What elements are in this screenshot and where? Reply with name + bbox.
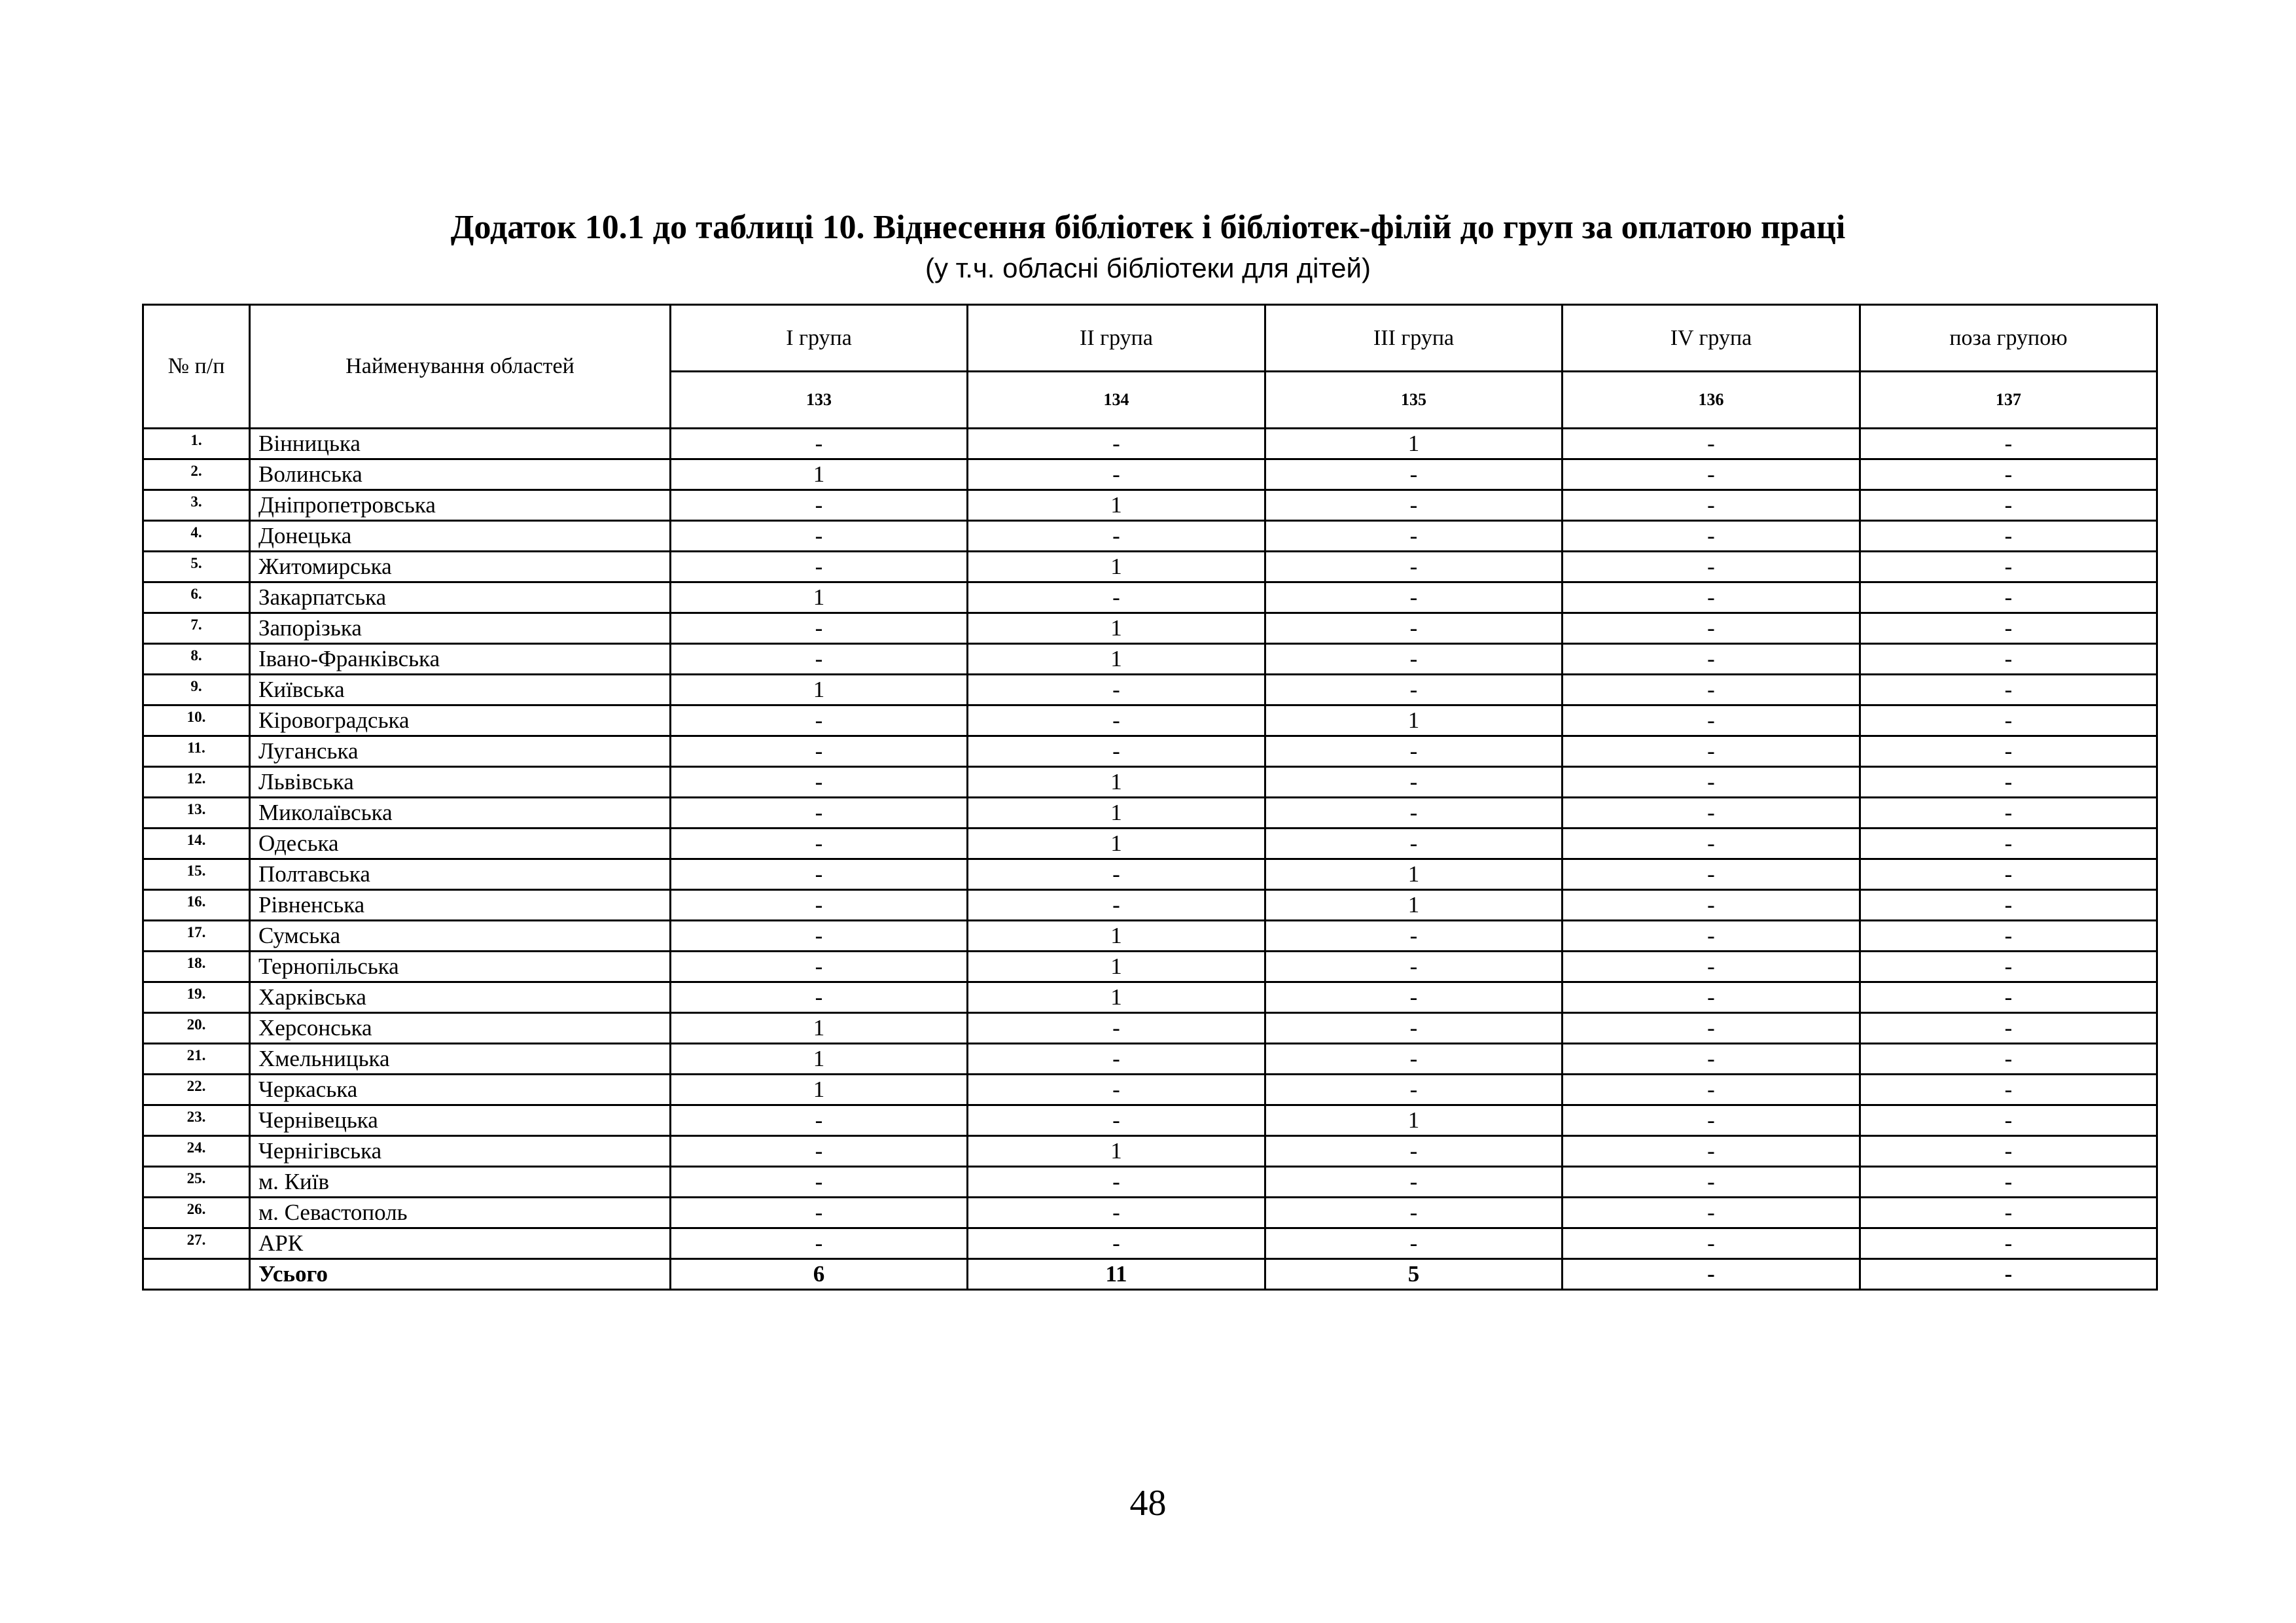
group-value: -: [1563, 490, 1860, 521]
group-value: -: [1563, 1044, 1860, 1075]
group-value: -: [671, 859, 968, 890]
table-row: [143, 798, 2157, 829]
region-name: Житомирська: [250, 552, 671, 582]
group-value: -: [968, 1075, 1265, 1105]
group-value: -: [1265, 736, 1563, 767]
region-name: Харківська: [250, 982, 671, 1013]
group-value: -: [1563, 1136, 1860, 1167]
group-value: -: [968, 1198, 1265, 1228]
region-name: Закарпатська: [250, 582, 671, 613]
region-name: м. Київ: [250, 1167, 671, 1198]
group-value: -: [1563, 982, 1860, 1013]
table-row: [143, 1228, 2157, 1259]
header-code-1: 133: [671, 372, 968, 429]
group-value: -: [1563, 736, 1860, 767]
table-row: [143, 705, 2157, 736]
row-number: 12.: [143, 767, 250, 798]
group-value: -: [1563, 552, 1860, 582]
region-name: Полтавська: [250, 859, 671, 890]
table-row: [143, 490, 2157, 521]
row-number: 19.: [143, 982, 250, 1013]
group-value: 1: [968, 552, 1265, 582]
group-value: -: [671, 1136, 968, 1167]
table-row: [143, 736, 2157, 767]
group-value: -: [968, 736, 1265, 767]
region-name: Запорізька: [250, 613, 671, 644]
row-number: 17.: [143, 921, 250, 952]
region-name: Одеська: [250, 829, 671, 859]
group-value: -: [1860, 736, 2157, 767]
group-value: 1: [968, 1136, 1265, 1167]
group-value: 1: [1265, 705, 1563, 736]
region-name: Рівненська: [250, 890, 671, 921]
table-row: [143, 459, 2157, 490]
group-value: -: [1563, 921, 1860, 952]
table-row: [143, 921, 2157, 952]
group-value: -: [1563, 613, 1860, 644]
group-value: -: [1860, 890, 2157, 921]
group-value: 1: [1265, 859, 1563, 890]
group-value: 1: [968, 798, 1265, 829]
group-value: -: [1563, 675, 1860, 705]
region-name: Сумська: [250, 921, 671, 952]
group-value: -: [1563, 859, 1860, 890]
row-number: 5.: [143, 552, 250, 582]
group-value: -: [1860, 644, 2157, 675]
table-row: [143, 552, 2157, 582]
group-value: -: [1265, 613, 1563, 644]
header-group-1: І група: [671, 305, 968, 372]
group-value: -: [1563, 1105, 1860, 1136]
header-num: № п/п: [143, 305, 250, 429]
group-value: -: [1860, 767, 2157, 798]
header-code-4: 136: [1563, 372, 1860, 429]
row-number: 4.: [143, 521, 250, 552]
group-value: -: [1265, 1136, 1563, 1167]
region-name: Київська: [250, 675, 671, 705]
group-value: -: [1860, 1136, 2157, 1167]
group-value: -: [968, 1013, 1265, 1044]
group-value: -: [1265, 644, 1563, 675]
group-value: -: [1265, 490, 1563, 521]
group-value: -: [968, 459, 1265, 490]
group-value: -: [1563, 767, 1860, 798]
region-name: Хмельницька: [250, 1044, 671, 1075]
group-value: -: [671, 767, 968, 798]
table-row: [143, 613, 2157, 644]
row-number: 22.: [143, 1075, 250, 1105]
group-value: -: [671, 1167, 968, 1198]
library-groups-table: [142, 304, 2158, 1291]
page-number: 48: [1129, 1483, 1167, 1524]
table-row: [143, 1075, 2157, 1105]
group-value: -: [1265, 675, 1563, 705]
group-value: 1: [671, 1013, 968, 1044]
table-row: [143, 644, 2157, 675]
group-value: -: [671, 952, 968, 982]
group-value: -: [1860, 613, 2157, 644]
group-value: -: [1563, 705, 1860, 736]
table-row: [143, 1013, 2157, 1044]
group-value: -: [1860, 921, 2157, 952]
group-value: -: [1860, 552, 2157, 582]
row-number: 8.: [143, 644, 250, 675]
row-number: 18.: [143, 952, 250, 982]
total-value: 6: [671, 1259, 968, 1290]
table-row: [143, 675, 2157, 705]
group-value: -: [1860, 582, 2157, 613]
table-body: [143, 429, 2157, 1290]
group-value: -: [1860, 1105, 2157, 1136]
group-value: -: [1860, 1198, 2157, 1228]
region-name: Волинська: [250, 459, 671, 490]
row-number: 11.: [143, 736, 250, 767]
group-value: -: [1860, 1075, 2157, 1105]
group-value: -: [1265, 1075, 1563, 1105]
row-number: 2.: [143, 459, 250, 490]
group-value: -: [1265, 459, 1563, 490]
group-value: 1: [671, 582, 968, 613]
group-value: -: [1265, 1198, 1563, 1228]
group-value: -: [1563, 644, 1860, 675]
group-value: -: [671, 644, 968, 675]
table-row: [143, 1198, 2157, 1228]
group-value: -: [1563, 1198, 1860, 1228]
group-value: 1: [1265, 890, 1563, 921]
group-value: -: [968, 705, 1265, 736]
table-row: [143, 1136, 2157, 1167]
group-value: -: [1563, 952, 1860, 982]
total-number-cell: [143, 1259, 250, 1290]
row-number: 14.: [143, 829, 250, 859]
row-number: 7.: [143, 613, 250, 644]
group-value: -: [968, 859, 1265, 890]
row-number: 27.: [143, 1228, 250, 1259]
table-row: [143, 890, 2157, 921]
region-name: Луганська: [250, 736, 671, 767]
total-value: -: [1563, 1259, 1860, 1290]
group-value: -: [671, 1105, 968, 1136]
row-number: 1.: [143, 429, 250, 459]
region-name: Чернігівська: [250, 1136, 671, 1167]
group-value: -: [1860, 521, 2157, 552]
group-value: -: [671, 798, 968, 829]
group-value: -: [671, 829, 968, 859]
region-name: Дніпропетровська: [250, 490, 671, 521]
region-name: Івано-Франківська: [250, 644, 671, 675]
group-value: -: [1563, 890, 1860, 921]
row-number: 26.: [143, 1198, 250, 1228]
group-value: 1: [671, 675, 968, 705]
group-value: -: [1860, 705, 2157, 736]
group-value: -: [1563, 582, 1860, 613]
table-row: [143, 982, 2157, 1013]
group-value: -: [1265, 1167, 1563, 1198]
group-value: -: [1563, 459, 1860, 490]
group-value: -: [968, 429, 1265, 459]
header-region-name: Найменування областей: [250, 305, 671, 429]
group-value: -: [671, 490, 968, 521]
group-value: -: [1860, 1013, 2157, 1044]
group-value: -: [1860, 490, 2157, 521]
group-value: 1: [968, 767, 1265, 798]
header-group-4: IV група: [1563, 305, 1860, 372]
group-value: -: [1265, 1228, 1563, 1259]
group-value: -: [1265, 1044, 1563, 1075]
group-value: -: [671, 982, 968, 1013]
row-number: 3.: [143, 490, 250, 521]
group-value: 1: [1265, 429, 1563, 459]
group-value: -: [1563, 521, 1860, 552]
row-number: 23.: [143, 1105, 250, 1136]
group-value: -: [968, 1044, 1265, 1075]
total-value: 5: [1265, 1259, 1563, 1290]
group-value: -: [1563, 1013, 1860, 1044]
region-name: Львівська: [250, 767, 671, 798]
table-row: [143, 767, 2157, 798]
group-value: -: [968, 582, 1265, 613]
group-value: 1: [968, 613, 1265, 644]
group-value: -: [1860, 859, 2157, 890]
group-value: -: [1860, 1044, 2157, 1075]
total-value: 11: [968, 1259, 1265, 1290]
document-subtitle: (у т.ч. обласні бібліотеки для дітей): [925, 253, 1371, 283]
region-name: Миколаївська: [250, 798, 671, 829]
group-value: -: [968, 890, 1265, 921]
row-number: 21.: [143, 1044, 250, 1075]
region-name: Донецька: [250, 521, 671, 552]
group-value: -: [1563, 829, 1860, 859]
group-value: -: [1563, 798, 1860, 829]
group-value: -: [671, 1198, 968, 1228]
region-name: Тернопільська: [250, 952, 671, 982]
header-group-3: ІІІ група: [1265, 305, 1563, 372]
group-value: -: [671, 705, 968, 736]
group-value: -: [1265, 952, 1563, 982]
group-value: -: [968, 1228, 1265, 1259]
group-value: -: [1860, 1228, 2157, 1259]
region-name: Кіровоградська: [250, 705, 671, 736]
group-value: 1: [968, 644, 1265, 675]
region-name: Чернівецька: [250, 1105, 671, 1136]
row-number: 25.: [143, 1167, 250, 1198]
group-value: -: [671, 613, 968, 644]
group-value: -: [1265, 767, 1563, 798]
group-value: -: [1265, 829, 1563, 859]
table-row: [143, 1044, 2157, 1075]
group-value: -: [1860, 675, 2157, 705]
group-value: -: [671, 521, 968, 552]
table-row: [143, 1105, 2157, 1136]
header-code-2: 134: [968, 372, 1265, 429]
group-value: -: [1563, 429, 1860, 459]
group-value: -: [671, 921, 968, 952]
row-number: 10.: [143, 705, 250, 736]
group-value: 1: [671, 1044, 968, 1075]
region-name: АРК: [250, 1228, 671, 1259]
total-value: -: [1860, 1259, 2157, 1290]
group-value: -: [1860, 982, 2157, 1013]
group-value: -: [671, 429, 968, 459]
group-value: 1: [968, 952, 1265, 982]
group-value: -: [968, 521, 1265, 552]
group-value: -: [671, 736, 968, 767]
group-value: 1: [968, 490, 1265, 521]
header-group-2: ІІ група: [968, 305, 1265, 372]
row-number: 6.: [143, 582, 250, 613]
group-value: -: [1860, 459, 2157, 490]
group-value: -: [968, 1167, 1265, 1198]
region-name: Черкаська: [250, 1075, 671, 1105]
row-number: 24.: [143, 1136, 250, 1167]
group-value: 1: [968, 829, 1265, 859]
region-name: м. Севастополь: [250, 1198, 671, 1228]
row-number: 13.: [143, 798, 250, 829]
group-value: -: [968, 1105, 1265, 1136]
group-value: -: [1265, 521, 1563, 552]
table-row: [143, 582, 2157, 613]
group-value: -: [1860, 429, 2157, 459]
group-value: -: [1563, 1167, 1860, 1198]
group-value: -: [1860, 1167, 2157, 1198]
region-name: Херсонська: [250, 1013, 671, 1044]
table-row: [143, 952, 2157, 982]
group-value: -: [1265, 798, 1563, 829]
table-row: [143, 1167, 2157, 1198]
row-number: 16.: [143, 890, 250, 921]
group-value: -: [1265, 582, 1563, 613]
group-value: -: [1860, 798, 2157, 829]
group-value: 1: [671, 1075, 968, 1105]
row-number: 9.: [143, 675, 250, 705]
group-value: -: [671, 1228, 968, 1259]
group-value: -: [1265, 982, 1563, 1013]
row-number: 20.: [143, 1013, 250, 1044]
group-value: -: [671, 890, 968, 921]
document-title: Додаток 10.1 до таблиці 10. Віднесення бібліотек і бібліотек-філій до груп за оплатою праці: [450, 209, 1846, 246]
group-value: -: [1265, 1013, 1563, 1044]
group-value: -: [1265, 921, 1563, 952]
group-value: -: [1860, 829, 2157, 859]
group-value: -: [1563, 1075, 1860, 1105]
table-row: [143, 829, 2157, 859]
group-value: -: [1860, 952, 2157, 982]
group-value: -: [1265, 552, 1563, 582]
region-name: Вінницька: [250, 429, 671, 459]
table-row: [143, 521, 2157, 552]
group-value: -: [968, 675, 1265, 705]
group-value: -: [671, 552, 968, 582]
total-label: Усього: [250, 1259, 671, 1290]
group-value: 1: [968, 921, 1265, 952]
group-value: 1: [671, 459, 968, 490]
group-value: -: [1563, 1228, 1860, 1259]
group-value: 1: [1265, 1105, 1563, 1136]
header-out-of-group: поза групою: [1860, 305, 2157, 372]
row-number: 15.: [143, 859, 250, 890]
table-row: [143, 429, 2157, 459]
total-row: [143, 1259, 2157, 1290]
table-row: [143, 859, 2157, 890]
header-code-5: 137: [1860, 372, 2157, 429]
group-value: 1: [968, 982, 1265, 1013]
header-code-3: 135: [1265, 372, 1563, 429]
